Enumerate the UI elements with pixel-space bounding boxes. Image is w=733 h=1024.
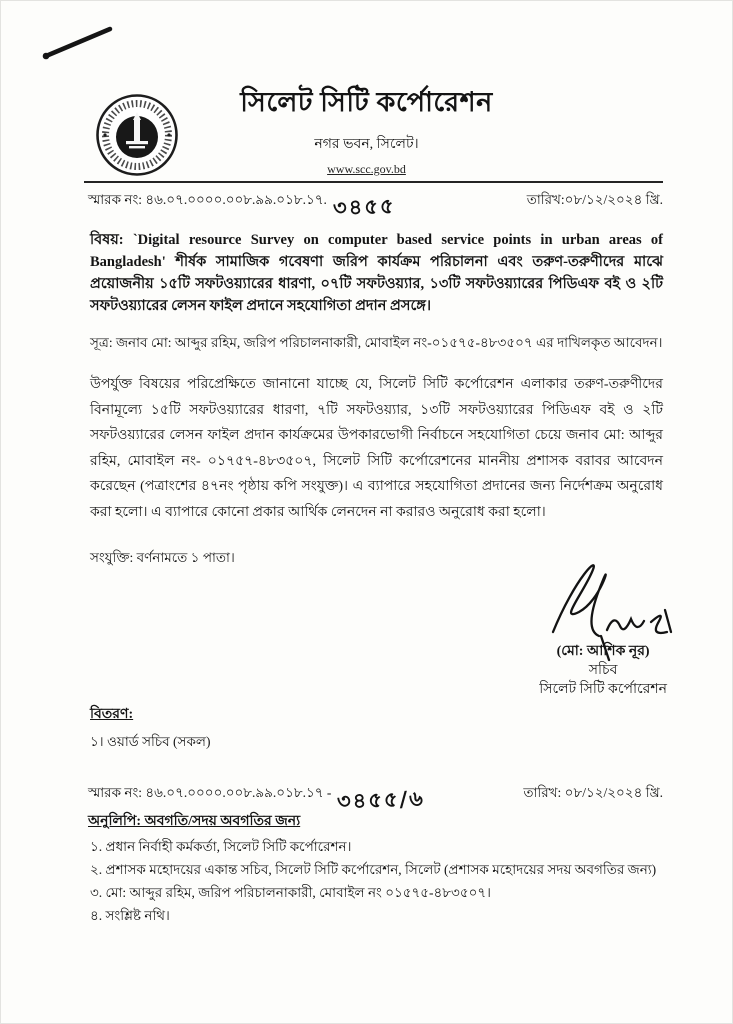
org-website-text: www.scc.gov.bd [327,162,406,176]
signatory-designation: সচিব [588,663,618,678]
memo1-label: স্মারক নং: ৪৬.০৭.০০০০.০০৮.৯৯.০১৮.১৭. [88,192,327,207]
memo-line-2 [88,782,663,814]
distribution-heading: বিতরণ: [90,707,134,722]
pen-slash-mark [38,20,122,64]
memo1-handwritten-number: ৩৪৫৫ [332,193,396,221]
memo1-date: তারিখ:০৮/১২/২০২৪ খ্রি. [526,192,663,207]
body-paragraph: উপর্যুক্ত বিষয়ের পরিপ্রেক্ষিতে জানানো যাচ্ছে যে, সিলেট সিটি কর্পোরেশন এলাকার তরুণ-তরুণীদের বিনামূল্যে ১৫টি সফটওয়্যারের ধারণা, ৭টি সফটওয়্যার, ১৩টি সফটওয়্যারের পিডিএফ বই ও ২টি সফটওয়্যারের লেসন ফাইল প্রদান কার্যক্রমের উপকারভোগী নির্বাচনে সহযোগিতা চেয়ে জনাব মো: আব্দুর রহিম, মোবাইল নং- ০১৭৫৭-৪৮৩৫০৭, সিলেট সিটি কর্পোরেশনের মাননীয় প্রশাসক বরাবর আবেদন করেছেন (পত্রাংশের ৪৭নং পৃষ্ঠায় কপি সংযুক্ত)। এ ব্যাপারে সহযোগিতা প্রদানের জন্য নির্দেশক্রম অনুরোধ করা হলো। এ ব্যাপারে কোনো প্রকার আর্থিক লেনদেন না করারও অনুরোধ করা হলো। [90,377,663,520]
scc-seal-logo [95,93,179,177]
memo-line-1 [88,189,663,221]
signatory-name: (মো: আশিক নূর) [556,644,650,659]
copy-item: ২. প্রশাসক মহোদয়ের একান্ত সচিব, সিলেট সিটি কর্পোরেশন, সিলেট (প্রশাসক মহোদয়ের সদয় অবগতির জন্য) [90,862,657,877]
copy-item: ৪. সংশ্লিষ্ট নথি। [90,908,170,923]
memo2-date: তারিখ: ০৮/১২/২০২৪ খ্রি. [523,785,663,800]
letterhead-divider [84,181,663,183]
attachment-line: সংযুক্তি: বর্ণনামতে ১ পাতা। [90,550,235,565]
copies-heading: অনুলিপি: অবগতি/সদয় অবগতির জন্য [88,814,301,829]
org-name: সিলেট সিটি কর্পোরেশন [240,87,493,117]
subject-paragraph: বিষয়: `Digital resource Survey on computer based service points in urban areas of Bangladesh' শীর্ষক সামাজিক গবেষণা জরিপ কার্যক্রম পরিচালনা এবং তরুণ-তরুণীদের মাঝে প্রয়োজনীয় ১৫টি সফটওয়্যারের ধারণা, ০৭টি সফটওয়্যার, ১৩টি সফটওয়্যারের পিডিএফ বই ও ২টি সফটওয়্যারের লেসন ফাইল প্রদানে সহযোগিতা প্রদান প্রসঙ্গে। [90,232,663,314]
copy-item: ৩. মো: আব্দুর রহিম, জরিপ পরিচালনাকারী, মোবাইল নং ০১৫৭৫-৪৮৩৫০৭। [90,885,491,900]
signatory-org: সিলেট সিটি কর্পোরেশন [539,682,667,697]
distribution-item: ১। ওয়ার্ড সচিব (সকল) [90,734,211,749]
org-address: নগর ভবন, সিলেট। [314,137,419,152]
copy-item: ১. প্রধান নির্বাহী কর্মকর্তা, সিলেট সিটি কর্পোরেশন। [90,839,352,854]
memo2-handwritten-number: ৩৪৫৫/৬ [336,786,426,814]
reference-line: সূত্র: জনাব মো: আব্দুর রহিম, জরিপ পরিচালনাকারী, মোবাইল নং-০১৫৭৫-৪৮৩৫০৭ এর দাখিলকৃত আবেদন। [90,335,663,350]
signature-area [0,570,733,698]
signatory-block [539,642,667,699]
memo2-label: স্মারক নং: ৪৬.০৭.০০০০.০০৮.৯৯.০১৮.১৭ - [88,785,332,800]
